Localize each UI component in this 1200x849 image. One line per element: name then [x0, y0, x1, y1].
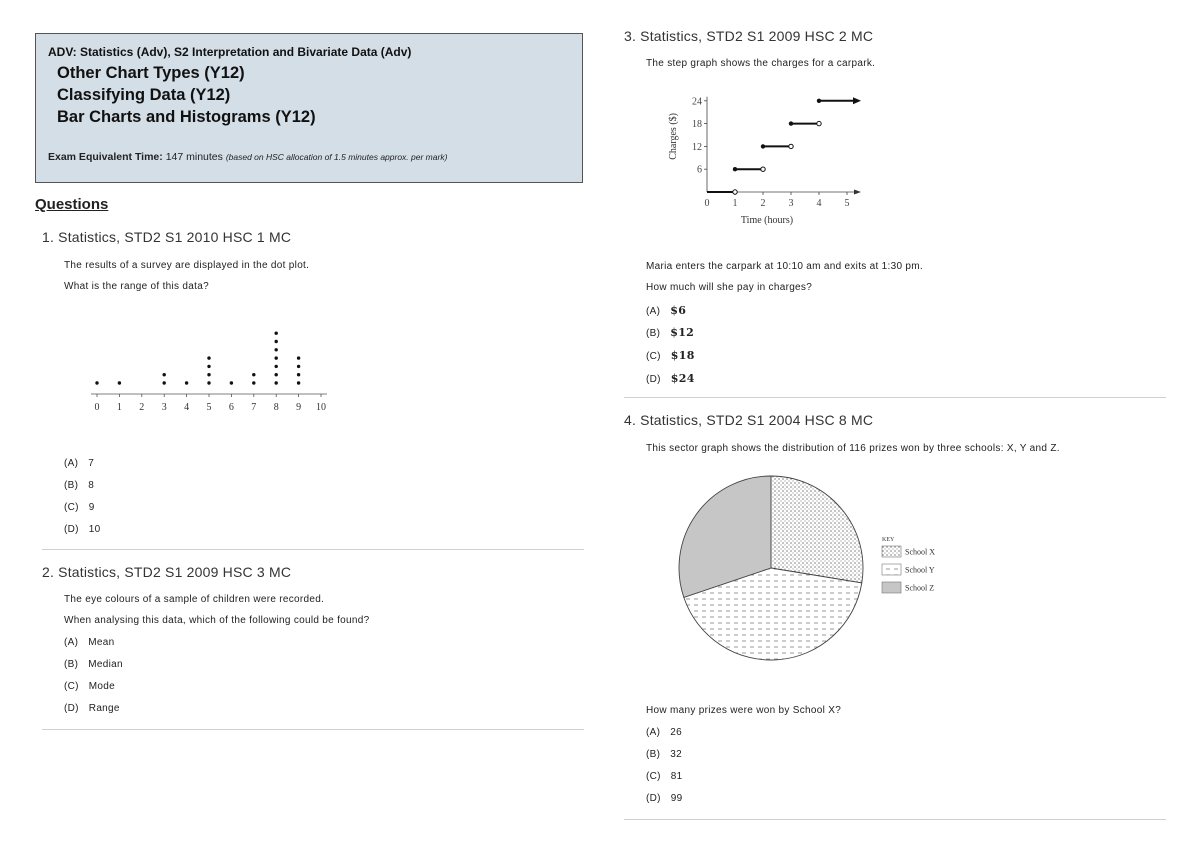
dot-plot-chart — [80, 320, 340, 420]
step-open-dot — [761, 167, 765, 171]
sector-graph-chart — [670, 470, 970, 675]
legend-label: School X — [905, 547, 935, 557]
topic-title: Bar Charts and Histograms (Y12) — [57, 108, 316, 126]
data-dot — [207, 373, 210, 376]
question-3-option-b[interactable]: (B) $12 — [646, 326, 695, 339]
y-tick-label: 12 — [692, 141, 702, 153]
y-tick-label: 18 — [692, 119, 702, 131]
x-tick-label: 3 — [788, 198, 794, 209]
step-graph-chart — [660, 88, 890, 233]
exam-time-note: (based on HSC allocation of 1.5 minutes approx. per mark) — [225, 152, 448, 162]
question-3-text: Maria enters the carpark at 10:10 am and exits at 1:30 pm. — [646, 261, 923, 272]
legend-swatch — [882, 582, 901, 593]
step-closed-dot — [789, 121, 793, 125]
x-tick-label: 3 — [161, 402, 167, 413]
data-dot — [297, 356, 300, 359]
x-tick-label: 2 — [139, 402, 145, 413]
question-4-title: 4. Statistics, STD2 S1 2004 HSC 8 MC — [624, 412, 874, 428]
question-3-title: 3. Statistics, STD2 S1 2009 HSC 2 MC — [624, 28, 874, 44]
legend-label: School Z — [905, 583, 935, 593]
question-3-option-a[interactable]: (A) $6 — [646, 304, 687, 317]
step-arrow — [853, 97, 861, 104]
question-4-text: This sector graph shows the distribution of 116 prizes won by three schools: X, Y and Z. — [646, 443, 1060, 454]
question-2-title: 2. Statistics, STD2 S1 2009 HSC 3 MC — [42, 564, 292, 580]
pie-slice — [771, 476, 863, 583]
step-closed-dot — [817, 99, 821, 103]
legend-label: School Y — [905, 565, 935, 575]
x-tick-label: 5 — [844, 198, 850, 209]
x-tick-label: 0 — [94, 402, 100, 413]
question-2-option-b[interactable]: (B) Median — [64, 659, 123, 670]
question-4-option-c[interactable]: (C) 81 — [646, 771, 683, 782]
question-3-option-c[interactable]: (C) $18 — [646, 349, 695, 362]
question-3-option-d[interactable]: (D) $24 — [646, 372, 695, 385]
data-dot — [163, 381, 166, 384]
question-1-text: The results of a survey are displayed in the dot plot. — [64, 260, 310, 271]
data-dot — [163, 373, 166, 376]
legend-swatch — [882, 546, 901, 557]
x-tick-label: 0 — [704, 198, 710, 209]
question-1-option-b[interactable]: (B) 8 — [64, 480, 95, 491]
step-closed-dot — [733, 167, 737, 171]
x-tick-label: 4 — [816, 198, 822, 209]
exam-time-value: 147 minutes — [165, 151, 223, 163]
data-dot — [207, 365, 210, 368]
data-dot — [118, 381, 121, 384]
data-dot — [252, 381, 255, 384]
x-tick-label: 4 — [184, 402, 190, 413]
step-open-dot — [789, 144, 793, 148]
x-tick-label: 10 — [316, 402, 326, 413]
exam-time-label: Exam Equivalent Time: — [48, 151, 163, 163]
y-axis-label: Charges ($) — [668, 113, 679, 160]
data-dot — [230, 381, 233, 384]
divider — [624, 397, 1166, 398]
topic-header-box — [35, 33, 583, 183]
data-dot — [207, 356, 210, 359]
data-dot — [275, 348, 278, 351]
x-tick-label: 7 — [251, 402, 257, 413]
question-1-text: What is the range of this data? — [64, 281, 209, 292]
question-2-option-a[interactable]: (A) Mean — [64, 637, 115, 648]
topic-title: Other Chart Types (Y12) — [57, 64, 245, 82]
data-dot — [275, 340, 278, 343]
question-1-option-d[interactable]: (D) 10 — [64, 524, 101, 535]
question-3-text: How much will she pay in charges? — [646, 282, 813, 293]
data-dot — [275, 365, 278, 368]
x-tick-label: 1 — [732, 198, 738, 209]
data-dot — [185, 381, 188, 384]
y-tick-label: 6 — [697, 164, 702, 176]
question-2-text: When analysing this data, which of the following could be found? — [64, 615, 370, 626]
x-tick-label: 1 — [116, 402, 122, 413]
question-1-option-c[interactable]: (C) 9 — [64, 502, 95, 513]
question-4-text: How many prizes were won by School X? — [646, 705, 842, 716]
x-tick-label: 5 — [206, 402, 212, 413]
x-axis-label: Time (hours) — [740, 215, 794, 226]
question-2-option-d[interactable]: (D) Range — [64, 703, 120, 714]
questions-heading: Questions — [35, 196, 109, 213]
data-dot — [275, 373, 278, 376]
topic-title: Classifying Data (Y12) — [57, 86, 231, 104]
step-open-dot — [817, 121, 821, 125]
divider — [42, 729, 584, 730]
question-1-title: 1. Statistics, STD2 S1 2010 HSC 1 MC — [42, 229, 292, 245]
question-4-option-b[interactable]: (B) 32 — [646, 749, 682, 760]
y-tick-label: 24 — [692, 96, 702, 108]
question-2-text: The eye colours of a sample of children were recorded. — [64, 594, 325, 605]
x-tick-label: 8 — [273, 402, 279, 413]
divider — [42, 549, 584, 550]
x-tick-label: 6 — [228, 402, 234, 413]
step-open-dot — [733, 190, 737, 194]
data-dot — [252, 373, 255, 376]
legend-title: KEY — [882, 537, 895, 543]
question-2-option-c[interactable]: (C) Mode — [64, 681, 116, 692]
data-dot — [275, 356, 278, 359]
data-dot — [297, 373, 300, 376]
question-4-option-a[interactable]: (A) 26 — [646, 727, 682, 738]
question-4-option-d[interactable]: (D) 99 — [646, 793, 683, 804]
data-dot — [275, 332, 278, 335]
data-dot — [275, 381, 278, 384]
x-tick-label: 2 — [760, 198, 766, 209]
question-1-option-a[interactable]: (A) 7 — [64, 458, 95, 469]
question-3-text: The step graph shows the charges for a carpark. — [646, 58, 876, 69]
breadcrumb: ADV: Statistics (Adv), S2 Interpretation and Bivariate Data (Adv) — [48, 45, 412, 59]
data-dot — [207, 381, 210, 384]
data-dot — [95, 381, 98, 384]
data-dot — [297, 365, 300, 368]
divider — [624, 819, 1166, 820]
step-closed-dot — [761, 144, 765, 148]
x-tick-label: 9 — [296, 402, 302, 413]
x-axis-arrow — [854, 190, 861, 195]
exam-time — [48, 151, 447, 163]
data-dot — [297, 381, 300, 384]
legend-swatch — [882, 564, 901, 575]
